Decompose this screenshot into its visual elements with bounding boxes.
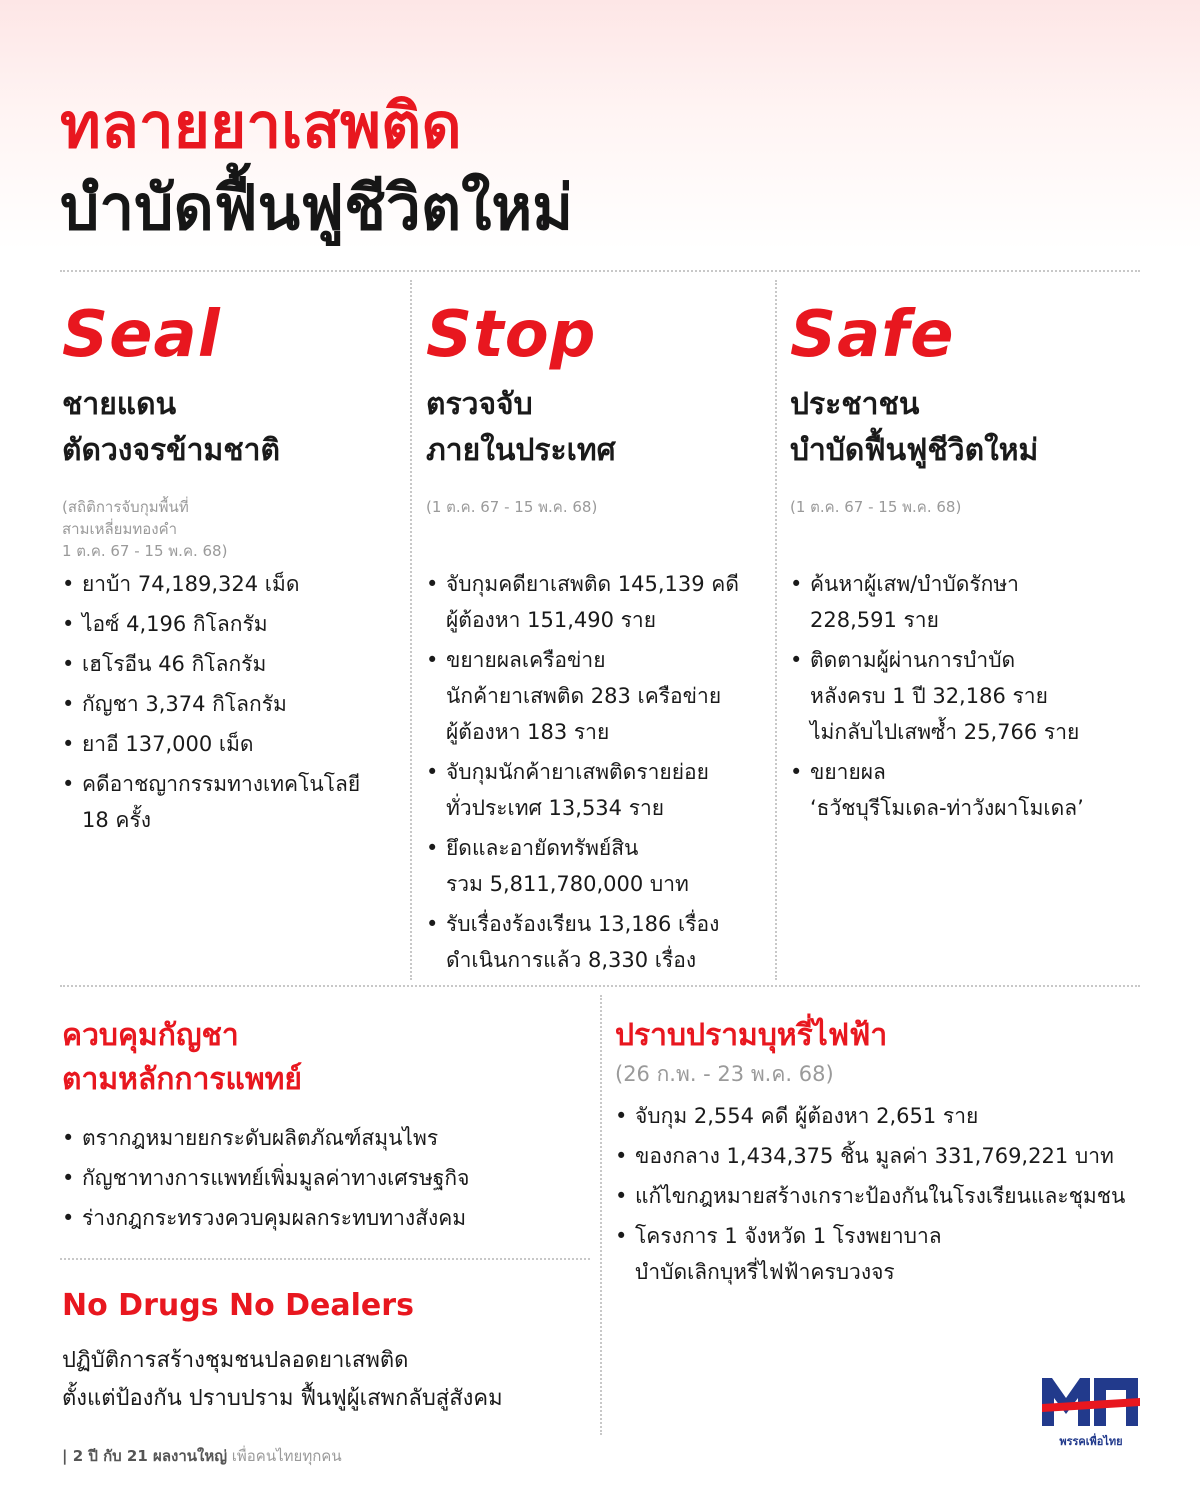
column-list [790, 566, 1150, 826]
section-title: ปราบปรามบุหรี่ไฟฟ้า [615, 1018, 888, 1053]
list-item: • จับกุมนักค้ายาเสพติดรายย่อย ทั่วประเทศ 13,534 ราย [426, 754, 771, 826]
list-item: • จับกุมคดียาเสพติด 145,139 คดี ผู้ต้องหา 151,490 ราย [426, 566, 771, 638]
list-item: • ร่างกฎกระทรวงควบคุมผลกระทบทางสังคม [62, 1200, 592, 1236]
footer-bold: | 2 ปี กับ 21 ผลงานใหญ่ [62, 1447, 227, 1465]
column-list [426, 566, 771, 978]
divider-top [60, 270, 1140, 272]
list-item: • โครงการ 1 จังหวัด 1 โรงพยาบาล บำบัดเลิกบุหรี่ไฟฟ้าครบวงจร [615, 1218, 1175, 1290]
column-subtitle: บำบัดฟื้นฟูชีวิตใหม่ [790, 433, 1039, 468]
list-item: • ยาอี 137,000 เม็ด [62, 726, 402, 762]
list-item: • ค้นหาผู้เสพ/บำบัดรักษา 228,591 ราย [790, 566, 1150, 638]
list-item: • ของกลาง 1,434,375 ชิ้น มูลค่า 331,769,221 บาท [615, 1138, 1175, 1174]
divider-col-2 [775, 280, 777, 980]
list-item: • ยาบ้า 74,189,324 เม็ด [62, 566, 402, 602]
column-stop [426, 296, 771, 982]
list-item: • คดีอาชญากรรมทางเทคโนโลยี 18 ครั้ง [62, 766, 402, 838]
section-title: ตามหลักการแพทย์ [62, 1062, 303, 1097]
section-list [62, 1120, 592, 1236]
divider-left-lower [60, 1258, 590, 1260]
column-list [62, 566, 402, 838]
column-subtitle: ชายแดน [62, 387, 177, 422]
list-item: • รับเรื่องร้องเรียน 13,186 เรื่อง ดำเนินการแล้ว 8,330 เรื่อง [426, 906, 771, 978]
section-ecig [615, 1014, 1175, 1294]
divider-middle [60, 985, 1140, 987]
section-no-drugs [62, 1284, 592, 1418]
list-item: • ขยายผล ‘ธวัชบุรีโมเดล-ท่าวังผาโมเดล’ [790, 754, 1150, 826]
column-title: Stop [426, 298, 597, 372]
list-item: • ตรากฎหมายยกระดับผลิตภัณฑ์สมุนไพร [62, 1120, 592, 1156]
column-note: (1 ต.ค. 67 - 15 พ.ค. 68) [790, 498, 962, 516]
page-title-line1: ทลายยาเสพติด [60, 89, 462, 162]
section-text: ตั้งแต่ป้องกัน ปราบปราม ฟื้นฟูผู้เสพกลับสู่สังคม [62, 1386, 503, 1411]
divider-col-1 [410, 280, 412, 980]
column-title: Safe [790, 298, 955, 372]
page-title-line2: บำบัดฟื้นฟูชีวิตใหม่ [60, 171, 574, 244]
footer [62, 1444, 342, 1468]
section-title: No Drugs No Dealers [62, 1288, 414, 1323]
section-note: (26 ก.พ. - 23 พ.ค. 68) [615, 1062, 834, 1086]
column-subtitle: ภายในประเทศ [426, 433, 616, 468]
column-seal [62, 296, 402, 842]
column-note: (สถิติการจับกุมพื้นที่ สามเหลี่ยมทองคำ 1 ต.ค. 67 - 15 พ.ค. 68) [62, 498, 228, 560]
list-item: • ขยายผลเครือข่าย นักค้ายาเสพติด 283 เครือข่าย ผู้ต้องหา 183 ราย [426, 642, 771, 750]
column-title: Seal [62, 298, 221, 372]
column-subtitle: ประชาชน [790, 387, 920, 422]
section-title: ควบคุมกัญชา [62, 1018, 239, 1053]
list-item: • ยึดและอายัดทรัพย์สิน รวม 5,811,780,000 บาท [426, 830, 771, 902]
column-subtitle: ตรวจจับ [426, 387, 533, 422]
footer-text: เพื่อคนไทยทุกคน [231, 1447, 342, 1465]
list-item: • จับกุม 2,554 คดี ผู้ต้องหา 2,651 ราย [615, 1098, 1175, 1134]
logo-caption: พรรคเพื่อไทย [1059, 1435, 1123, 1448]
column-subtitle: ตัดวงจรข้ามชาติ [62, 433, 280, 468]
section-text: ปฏิบัติการสร้างชุมชนปลอดยาเสพติด [62, 1348, 409, 1373]
list-item: • กัญชาทางการแพทย์เพิ่มมูลค่าทางเศรษฐกิจ [62, 1160, 592, 1196]
party-logo [1036, 1370, 1146, 1450]
list-item: • ติดตามผู้ผ่านการบำบัด หลังครบ 1 ปี 32,186 ราย ไม่กลับไปเสพซ้ำ 25,766 ราย [790, 642, 1150, 750]
list-item: • เฮโรอีน 46 กิโลกรัม [62, 646, 402, 682]
section-list [615, 1098, 1175, 1290]
list-item: • แก้ไขกฎหมายสร้างเกราะป้องกันในโรงเรียนและชุมชน [615, 1178, 1175, 1214]
divider-bottom [600, 995, 602, 1435]
column-safe [790, 296, 1150, 830]
section-cannabis [62, 1014, 592, 1240]
column-note: (1 ต.ค. 67 - 15 พ.ค. 68) [426, 498, 598, 516]
list-item: • ไอซ์ 4,196 กิโลกรัม [62, 606, 402, 642]
party-logo-icon [1036, 1370, 1146, 1432]
list-item: • กัญชา 3,374 กิโลกรัม [62, 686, 402, 722]
